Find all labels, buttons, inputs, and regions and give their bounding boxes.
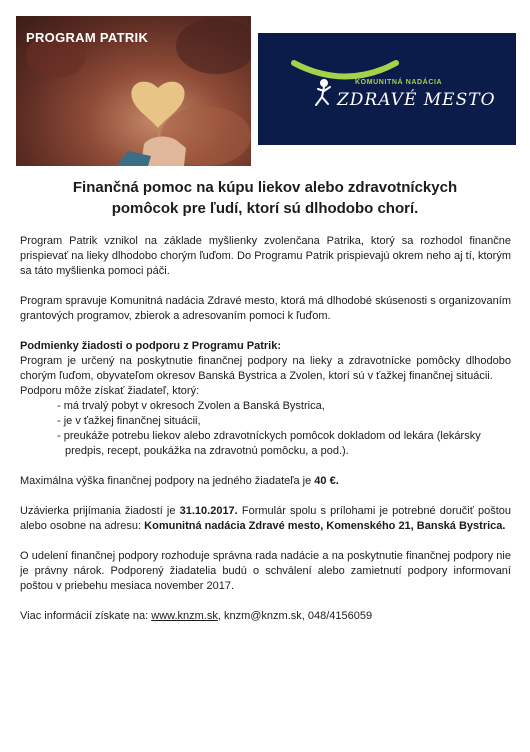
max-support-paragraph: Maximálna výška finančnej podpory na jedného žiadateľa je 40 €. [20,475,339,487]
list-item: - preukáže potrebu liekov alebo zdravotníckych pomôcok dokladom od lekára (lekársky predpis, recept, poukážka na zdravotnú pomôcku, a pod.). [57,430,481,457]
deadline-date: 31.10.2017. [179,505,238,517]
address: Komunitná nadácia Zdravé mesto, Komenského 21, Banská Bystrica. [144,520,506,532]
logo-big-text: ZDRAVÉ MESTO [337,90,496,110]
page-title: Finančná pomoc na kúpu liekov alebo zdravotníckych pomôcok pre ľudí, ktorí sú dlhodobo chorí. [72,179,458,217]
decision-paragraph: O udelení finančnej podpory rozhoduje správna rada nadácie a na poskytnutie finančnej podpory nie je právny nárok. Podporený žiadatelia budú o schválení alebo zamietnutí podpory informovaní poštou v priebehu mesiaca november 2017. [20,550,511,592]
about-paragraph: Program spravuje Komunitná nadácia Zdravé mesto, ktorá má dlhodobé skúsenosti s organizovaním grantových programov, zbierok a adresovaním pomoci k ľuďom. [20,295,511,322]
photo-caption: PROGRAM PATRIK [26,30,149,45]
program-patrik-photo [16,16,251,166]
list-item: - je v ťažkej finančnej situácii, [57,415,201,427]
intro-paragraph: Program Patrik vznikol na základe myšlienky zvolenčana Patrika, ktorý sa rozhodol finančne prispievať na lieky dlhodobo chorým ľuďom. Do Programu Patrik prispievajú okrem neho aj tí, ktorým sa táto myšlienka pomoci páči. [20,235,511,277]
conditions-paragraph: Program je určený na poskytnutie finančnej podpory na lieky a zdravotnícke pomôcky dlhodobo chorým ľuďom, obyvateľom okresov Banská Bystrica a Zvolen, ktorí sú v ťažkej finančnej situácii. [20,355,511,382]
figure-icon [316,80,330,105]
logo-arc-icon [294,63,396,77]
max-amount: 40 €. [314,475,339,487]
list-item: - má trvalý pobyt v okresoch Zvolen a Banská Bystrica, [57,400,325,412]
logo-small-text: KOMUNITNÁ NADÁCIA [355,79,443,86]
eligibility-intro: Podporu môže získať žiadateľ, ktorý: [20,385,200,397]
document-body [20,234,511,624]
eligibility-list [20,399,511,459]
contact-paragraph: Viac informácií získate na: www.knzm.sk, knzm@knzm.sk, 048/4156059 [20,610,373,622]
komunitna-nadacia-logo [258,33,516,145]
deadline-paragraph: Uzávierka prijímania žiadostí je 31.10.2017. Formulár spolu s prílohami je potrebné doručiť poštou alebo osobne na adresu: Komunitná nadácia Zdravé mesto, Komenského 21, Banská Bystrica. [20,505,511,532]
website-link[interactable]: www.knzm.sk [151,610,218,622]
conditions-heading: Podmienky žiadosti o podporu z Programu Patrik: [20,340,281,352]
